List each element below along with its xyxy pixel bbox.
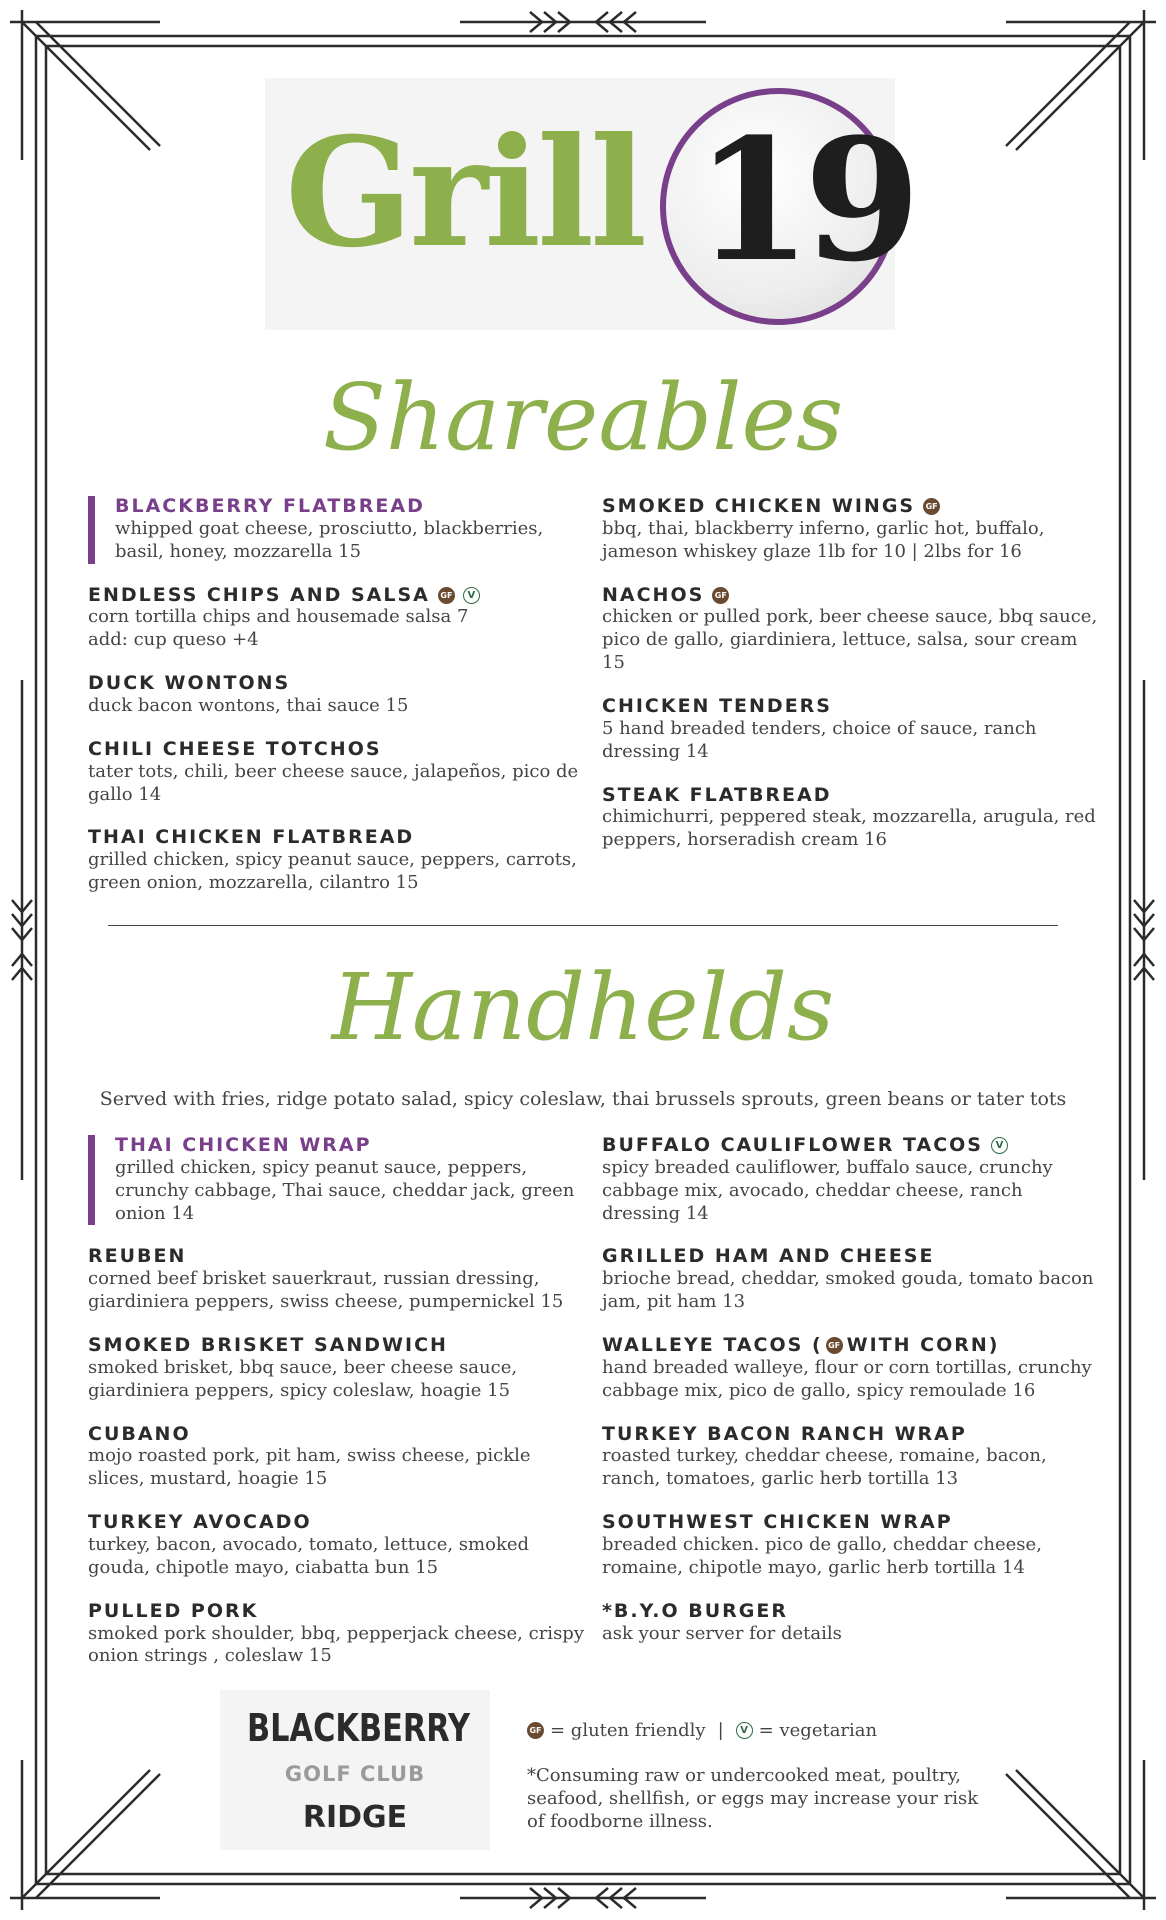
menu-item [88, 827, 588, 895]
item-name: THAI CHICKEN WRAP [115, 1134, 372, 1156]
food-safety-disclaimer: *Consuming raw or undercooked meat, poultry, seafood, shellfish, or eggs may increase your risk of foodborne illness. [527, 1765, 979, 1833]
item-name: TURKEY AVOCADO [88, 1511, 312, 1534]
item-name: DUCK WONTONS [88, 672, 291, 695]
item-name-text: ENDLESS CHIPS AND SALSA [88, 583, 430, 606]
item-description: ask your server for details [602, 1622, 842, 1644]
item-description: spicy breaded cauliflower, buffalo sauce, crunchy cabbage mix, avocado, cheddar cheese, ranch dressing 14 [602, 1156, 1053, 1224]
item-description: duck bacon wontons, thai sauce 15 [88, 694, 409, 716]
item-description: mojo roasted pork, pit ham, swiss cheese, pickle slices, mustard, hoagie 15 [88, 1445, 531, 1490]
item-description: tater tots, chili, beer cheese sauce, jalapeños, pico de gallo 14 [88, 760, 579, 805]
item-name: CUBANO [88, 1422, 191, 1445]
vegetarian-icon: V [463, 587, 480, 604]
handhelds-left-column [88, 1135, 588, 1689]
legend-v-text: = vegetarian [758, 1720, 878, 1741]
item-description: breaded chicken. pico de gallo, cheddar cheese, romaine, chipotle mayo, garlic herb tortilla 14 [602, 1533, 1042, 1578]
item-name: TURKEY BACON RANCH WRAP [602, 1422, 967, 1445]
handhelds-title: Handhelds [331, 954, 835, 1061]
item-description: corn tortilla chips and housemade salsa 7 [88, 606, 469, 628]
menu-item [88, 496, 588, 564]
badge-legend [527, 1720, 877, 1741]
handhelds-subtitle: Served with fries, ridge potato salad, spicy coleslaw, thai brussels sprouts, green beans or tater tots [99, 1088, 1067, 1110]
menu-item [602, 1335, 1102, 1403]
item-description: roasted turkey, cheddar cheese, romaine, bacon, ranch, tomatoes, garlic herb tortilla 13 [602, 1445, 1047, 1490]
club-logo-line3: RIDGE [302, 1800, 408, 1835]
item-name: CHILI CHEESE TOTCHOS [88, 737, 382, 760]
menu-item [602, 496, 1102, 564]
item-name: *B.Y.O BURGER [602, 1599, 788, 1622]
item-name: REUBEN [88, 1245, 187, 1268]
menu-item [88, 1246, 588, 1314]
menu-item [88, 585, 588, 653]
item-name-suffix: WITH CORN) [846, 1333, 1000, 1356]
item-name-text: WALLEYE TACOS ( [602, 1333, 823, 1356]
item-name: THAI CHICKEN FLATBREAD [88, 826, 415, 849]
shareables-title: Shareables [322, 364, 844, 471]
menu-item [602, 585, 1102, 675]
menu-item [88, 739, 588, 807]
item-name-text: BUFFALO CAULIFLOWER TACOS [602, 1134, 983, 1156]
item-description: hand breaded walleye, flour or corn tortillas, crunchy cabbage mix, pico de gallo, spicy remoulade 16 [602, 1356, 1092, 1401]
section-divider [108, 925, 1058, 926]
item-name [602, 1135, 1102, 1157]
menu-item [602, 1512, 1102, 1580]
item-name [602, 1335, 1102, 1357]
item-description: corned beef brisket sauerkraut, russian dressing, giardiniera peppers, swiss cheese, pumpernickel 15 [88, 1268, 564, 1313]
golf-club-logo [220, 1690, 490, 1850]
item-description: whipped goat cheese, prosciutto, blackberries, basil, honey, mozzarella 15 [115, 517, 544, 562]
item-description: chicken or pulled pork, beer cheese sauce, bbq sauce, pico de gallo, giardiniera, lettuce, salsa, sour cream 15 [602, 606, 1098, 674]
menu-item [602, 1135, 1102, 1225]
item-name: SMOKED BRISKET SANDWICH [88, 1333, 448, 1356]
item-description: smoked brisket, bbq sauce, beer cheese sauce, giardiniera peppers, spicy coleslaw, hoagie 15 [88, 1356, 518, 1401]
gluten-friendly-icon: GF [438, 587, 455, 604]
logo-word: Grill [285, 105, 644, 281]
item-description: brioche bread, cheddar, smoked gouda, tomato bacon jam, pit ham 13 [602, 1268, 1094, 1313]
menu-item [602, 785, 1102, 853]
vegetarian-icon: V [991, 1137, 1008, 1154]
item-name: CHICKEN TENDERS [602, 694, 832, 717]
shareables-right-column [602, 496, 1102, 873]
gluten-friendly-icon: GF [826, 1337, 843, 1354]
item-name-text: NACHOS [602, 583, 705, 606]
logo-number: 19 [695, 101, 913, 299]
item-name: GRILLED HAM AND CHEESE [602, 1245, 935, 1268]
item-description: grilled chicken, spicy peanut sauce, peppers, crunchy cabbage, Thai sauce, cheddar jack, green onion 14 [115, 1156, 575, 1224]
menu-item [88, 1601, 588, 1669]
menu-item [88, 673, 588, 718]
item-description: bbq, thai, blackberry inferno, garlic hot, buffalo, jameson whiskey glaze 1lb for 10 | 2lbs for 16 [602, 517, 1045, 562]
item-name-text: SMOKED CHICKEN WINGS [602, 495, 916, 517]
menu-item [602, 1424, 1102, 1492]
item-name: PULLED PORK [88, 1599, 259, 1622]
grill19-logo [265, 78, 913, 330]
item-name: BLACKBERRY FLATBREAD [115, 495, 425, 517]
menu-item [88, 1424, 588, 1492]
item-name [88, 585, 588, 607]
item-name [602, 585, 1102, 607]
item-name [602, 496, 1102, 518]
vegetarian-icon: V [736, 1722, 753, 1739]
item-description: chimichurri, peppered steak, mozzarella, arugula, red peppers, horseradish cream 16 [602, 806, 1096, 851]
handhelds-right-column [602, 1135, 1102, 1666]
item-name: SOUTHWEST CHICKEN WRAP [602, 1511, 953, 1534]
gluten-friendly-icon: GF [923, 498, 940, 515]
legend-gf-text: = gluten friendly [550, 1720, 706, 1741]
legend-separator: | [717, 1720, 724, 1741]
item-description: turkey, bacon, avocado, tomato, lettuce, smoked gouda, chipotle mayo, ciabatta bun 15 [88, 1533, 530, 1578]
menu-item [88, 1512, 588, 1580]
menu-item [602, 1246, 1102, 1314]
menu-item [602, 696, 1102, 764]
item-description: smoked pork shoulder, bbq, pepperjack cheese, crispy onion strings , coleslaw 15 [88, 1622, 584, 1667]
club-logo-line2: GOLF CLUB [284, 1762, 426, 1786]
item-addon: add: cup queso +4 [88, 629, 259, 651]
item-description: 5 hand breaded tenders, choice of sauce, ranch dressing 14 [602, 717, 1037, 762]
gluten-friendly-icon: GF [712, 587, 729, 604]
menu-item [88, 1135, 588, 1225]
club-logo-line1: BLACKBERRY [247, 1706, 471, 1750]
gluten-friendly-icon: GF [527, 1722, 544, 1739]
menu-item [602, 1601, 1102, 1646]
item-name: STEAK FLATBREAD [602, 783, 832, 806]
item-description: grilled chicken, spicy peanut sauce, peppers, carrots, green onion, mozzarella, cilantro 15 [88, 849, 577, 894]
menu-item [88, 1335, 588, 1403]
shareables-left-column [88, 496, 588, 916]
